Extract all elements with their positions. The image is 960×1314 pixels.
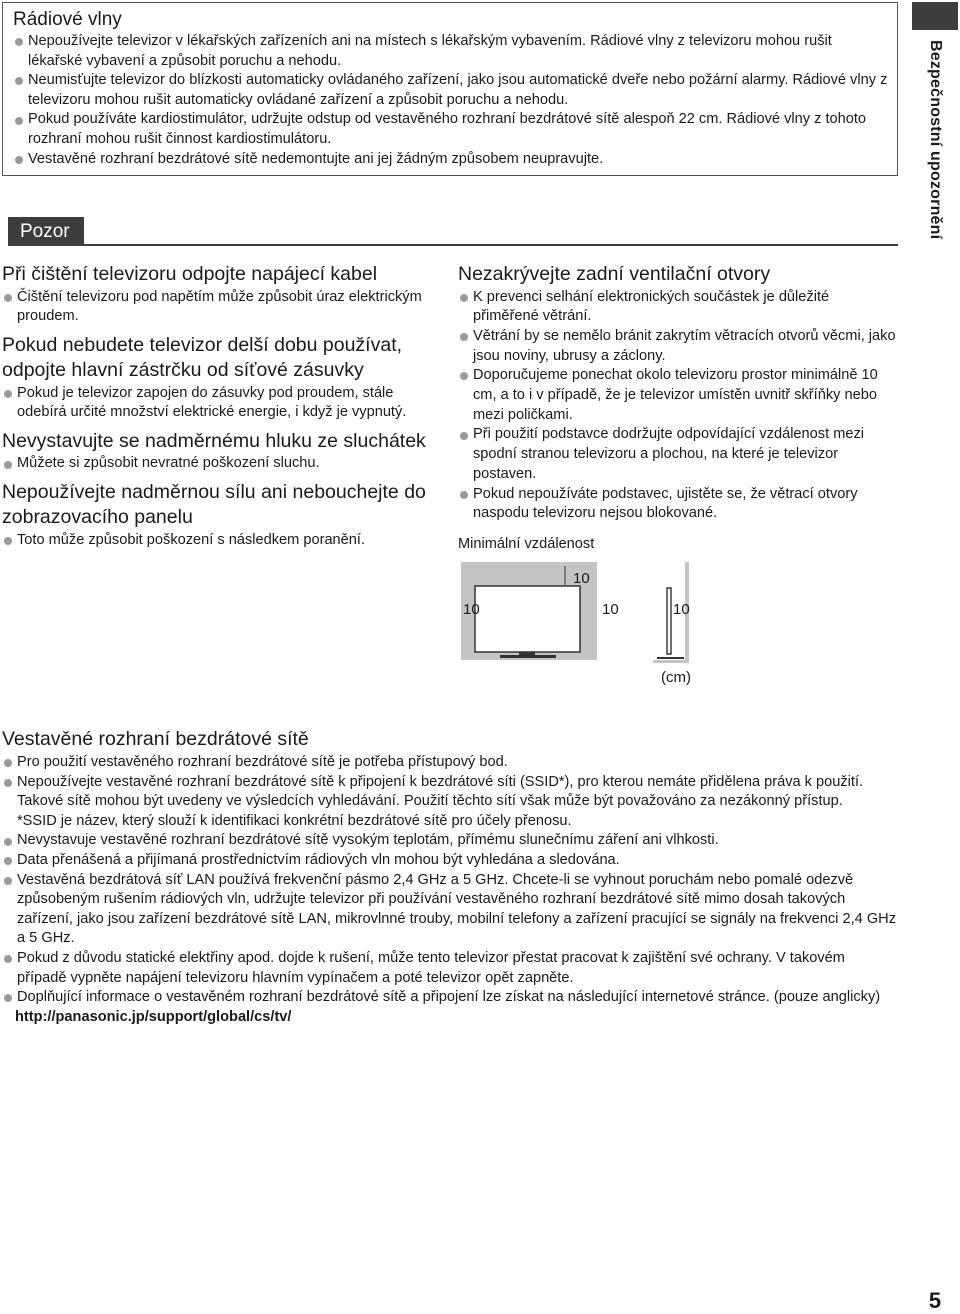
unit-label: (cm) [661,669,691,686]
wireless-list-2 [2,831,898,1007]
section-cleaning [2,262,442,327]
list-item: Doplňující informace o vestavěném rozhraní bezdrátové sítě a připojení lze získat na následující internetové stránce. (pouze anglicky) [2,988,898,1008]
wireless-section [2,727,898,1027]
tv-side-shape [667,588,671,654]
radio-waves-box [2,2,898,176]
list-item: Toto může způsobit poškození s následkem poranění. [2,531,442,551]
page-number: 5 [928,1288,942,1313]
support-url: http://panasonic.jp/support/global/cs/tv/ [15,1008,292,1025]
list-item: Vestavěná bezdrátová síť LAN používá frekvenční pásmo 2,4 GHz a 5 GHz. Chcete-li se vyhnout poruchám nebo pomalé odezvě způsobeným rušením rádiových vln, udržujte televizor při používání vestavěného rozhraní bezdrátové sítě mimo dosah takových zařízení, jako jsou zařízení bezdrátové sítě LAN, mikrovlnné trouby, mobilní telefony a zařízení pracující se signály na frekvenci 2,4 GHz a 5 GHz. [2,871,898,949]
right-column [458,262,898,554]
list-item: Můžete si způsobit nevratné poškození sluchu. [2,454,442,474]
tv-stand-neck [519,652,535,655]
radio-waves-title: Rádiové vlny [13,9,122,30]
section-title: Vestavěné rozhraní bezdrátové sítě [2,728,309,750]
list-item: Nepoužívejte vestavěné rozhraní bezdrátové sítě k připojení k bezdrátové síti (SSID*), pro kterou nemáte přidělena práva k použití. Takové sítě mohou být uvedeny ve výsledcích vyhledávání. Použití těchto sítí však může být považováno za nezákonný přístup. [2,773,898,812]
right-distance-label: 10 [602,601,619,618]
left-column [2,262,442,555]
section-title: Nevystavujte se nadměrnému hluku ze sluchátek [2,429,426,452]
left-distance-label: 10 [463,601,480,618]
list-item: Pokud používáte kardiostimulátor, udržujte odstup od vestavěného rozhraní bezdrátové sítě alespoň 22 cm. Rádiové vlny z tohoto rozhraní mohou rušit činnost kardiostimulátoru. [13,110,889,149]
list-item: Nepoužívejte televizor v lékařských zařízeních ani na místech s lékařským vybavením. Rádiové vlny z televizoru mohou rušit lékařské vybavení a způsobit poruchu a nehodu. [13,32,889,71]
section-unplug [2,333,442,423]
side-tab-marker [912,2,958,30]
list-item: Větrání by se nemělo bránit zakrytím větracích otvorů věcmi, jako jsou noviny, ubrusy a záclony. [458,327,898,366]
top-distance-label: 10 [573,570,590,587]
caution-banner [2,217,898,246]
minimum-distance-diagram [456,556,706,686]
list-item: Pro použití vestavěného rozhraní bezdrátové sítě je potřeba přístupový bod. [2,753,898,773]
list-item: Při použití podstavce dodržujte odpovídající vzdálenost mezi spodní stranou televizoru a plochou, na které je televizor postaven. [458,425,898,484]
section-title: Nezakrývejte zadní ventilační otvory [458,263,771,285]
tv-front-shape [475,586,580,652]
list-item: Vestavěné rozhraní bezdrátové sítě nedemontujte ani jej žádným způsobem neupravujte. [13,150,889,170]
ventilation-list [458,288,898,524]
list-item: Data přenášená a přijímaná prostřednictvím rádiových vln mohou být vyhledána a sledována. [2,851,898,871]
list-item: Pokud je televizor zapojen do zásuvky pod proudem, stále odebírá určité množství elektrické energie, i když je vypnutý. [2,384,442,423]
list-item: Pokud z důvodu statické elektřiny apod. dojde k rušení, může tento televizor přestat pracovat k zajištění své ochrany. V takovém případě vypněte napájení televizoru hlavním vypínačem a poté televizor opět zapněte. [2,949,898,988]
list-item: Nevystavuje vestavěné rozhraní bezdrátové sítě vysokým teplotám, přímému slunečnímu záření ani vlhkosti. [2,831,898,851]
list-item: K prevenci selhání elektronických součástek je důležité přiměřené větrání. [458,288,898,327]
list-item: Čištění televizoru pod napětím může způsobit úraz elektrickým proudem. [2,288,442,327]
tv-stand-base [500,655,556,658]
section-headphones [2,429,442,474]
radio-waves-list [13,32,889,169]
list-item: Neumisťujte televizor do blízkosti automaticky ovládaného zařízení, jako jsou automatické dveře nebo požární alarmy. Rádiové vlny z televizoru mohou rušit automaticky ovládané zařízení a způsobit poruchu a nehodu. [13,71,889,110]
side-distance-label: 10 [673,601,690,618]
diagram-caption: Minimální vzdálenost [458,535,595,552]
section-title: Nepoužívejte nadměrnou sílu ani nebouchejte do zobrazovacího panelu [2,480,426,529]
list-item: Doporučujeme ponechat okolo televizoru prostor minimálně 10 cm, a to i v případě, že je televizor umístěn uvnitř skříňky nebo mezi poličkami. [458,366,898,425]
caution-divider [84,244,898,246]
caution-label: Pozor [8,217,84,246]
floor-shape [653,660,689,663]
side-tab-label: Bezpečnostní upozornění [927,40,944,240]
section-panel-force [2,480,442,551]
section-title: Pokud nebudete televizor delší dobu používat, odpojte hlavní zástrčku od síťové zásuvky [2,333,403,382]
list-item: Pokud nepoužíváte podstavec, ujistěte se, že větrací otvory naspodu televizoru nejsou blokované. [458,485,898,524]
ssid-note: *SSID je název, který slouží k identifikaci konkrétní bezdrátové sítě pro účely přenosu. [17,812,572,829]
wireless-list [2,753,898,812]
section-title: Při čištění televizoru odpojte napájecí kabel [2,263,378,285]
